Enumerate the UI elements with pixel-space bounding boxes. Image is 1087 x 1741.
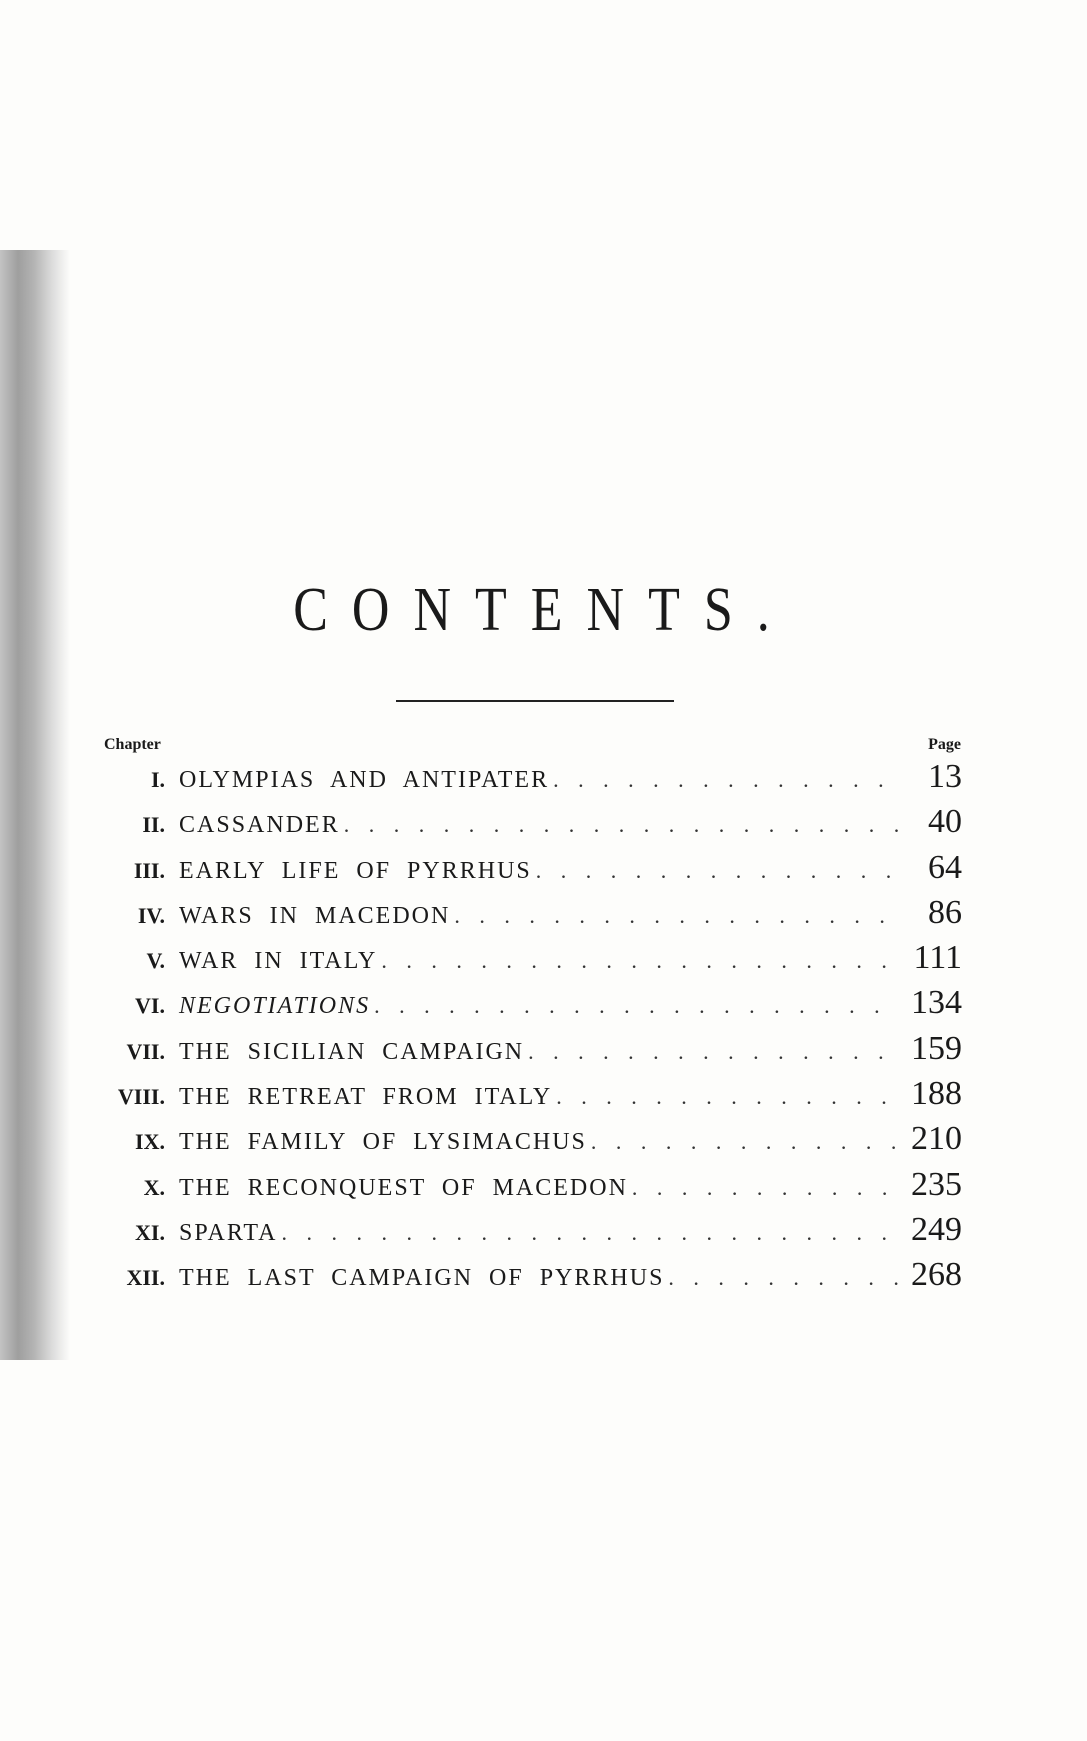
chapter-number: V. [146, 948, 165, 974]
chapter-title: THE FAMILY OF LYSIMACHUS [179, 1129, 587, 1156]
toc-entry [100, 1211, 962, 1256]
dot-leader [450, 903, 898, 929]
chapter-title: THE SICILIAN CAMPAIGN [179, 1038, 525, 1065]
dot-leader [552, 1084, 898, 1110]
chapter-number: III. [133, 857, 165, 883]
page-number: 86 [928, 893, 962, 931]
dot-leader [524, 1039, 898, 1065]
toc-entry [100, 1120, 962, 1165]
page-number: 13 [928, 758, 962, 795]
chapter-number: XII. [126, 1265, 165, 1291]
page-title: CONTENTS. [293, 576, 794, 645]
page-number: 111 [913, 939, 962, 977]
dot-leader [532, 858, 898, 884]
toc-entry [100, 1256, 962, 1301]
chapter-title: OLYMPIAS AND ANTIPATER [179, 767, 550, 793]
chapter-title: SPARTA [179, 1219, 278, 1246]
toc-entry [100, 803, 962, 848]
chapter-title: WAR IN ITALY [179, 948, 378, 975]
dot-leader [377, 948, 898, 974]
chapter-number: X. [143, 1174, 165, 1200]
chapter-number: IV. [137, 902, 165, 928]
dot-leader [277, 1220, 898, 1246]
chapter-number: II. [142, 812, 165, 838]
dot-leader [340, 812, 898, 838]
toc-entry [100, 849, 962, 894]
page-number: 268 [911, 1256, 962, 1294]
chapter-title: CASSANDER [179, 812, 340, 839]
page-number: 235 [911, 1165, 962, 1203]
toc-entry [100, 1030, 962, 1075]
dot-leader [549, 767, 898, 793]
page-number: 210 [911, 1120, 962, 1158]
chapter-title: THE RETREAT FROM ITALY [179, 1084, 553, 1111]
chapter-title: THE RECONQUEST OF MACEDON [179, 1174, 628, 1201]
dot-leader [587, 1129, 898, 1155]
toc-entry [100, 1166, 962, 1211]
chapter-title: NEGOTIATIONS [179, 993, 371, 1020]
chapter-column-header: Chapter [104, 736, 161, 753]
title-rule [396, 700, 674, 702]
chapter-title: WARS IN MACEDON [179, 902, 451, 929]
table-of-contents [100, 758, 962, 1302]
chapter-number: VII. [126, 1038, 165, 1064]
toc-entry [100, 894, 962, 939]
toc-entry [100, 984, 962, 1029]
chapter-number: IX. [135, 1129, 165, 1155]
chapter-title: THE LAST CAMPAIGN OF PYRRHUS [179, 1265, 665, 1292]
page-number: 134 [911, 984, 962, 1022]
dot-leader [370, 993, 898, 1019]
page-number: 64 [928, 848, 962, 886]
page-number: 249 [911, 1210, 962, 1248]
page-column-header: Page [928, 736, 961, 753]
chapter-number: I. [150, 767, 165, 792]
page-number: 159 [911, 1029, 962, 1067]
dot-leader [628, 1175, 898, 1201]
page-number: 40 [928, 803, 962, 841]
page-number: 188 [911, 1075, 962, 1113]
toc-entry [100, 939, 962, 984]
chapter-number: VIII. [117, 1084, 165, 1110]
binding-shadow [0, 250, 70, 1360]
toc-entry [100, 1075, 962, 1120]
chapter-title: EARLY LIFE OF PYRRHUS [179, 857, 532, 884]
toc-entry [100, 758, 962, 803]
chapter-number: XI. [135, 1219, 165, 1245]
dot-leader [664, 1265, 898, 1291]
chapter-number: VI. [135, 993, 165, 1019]
